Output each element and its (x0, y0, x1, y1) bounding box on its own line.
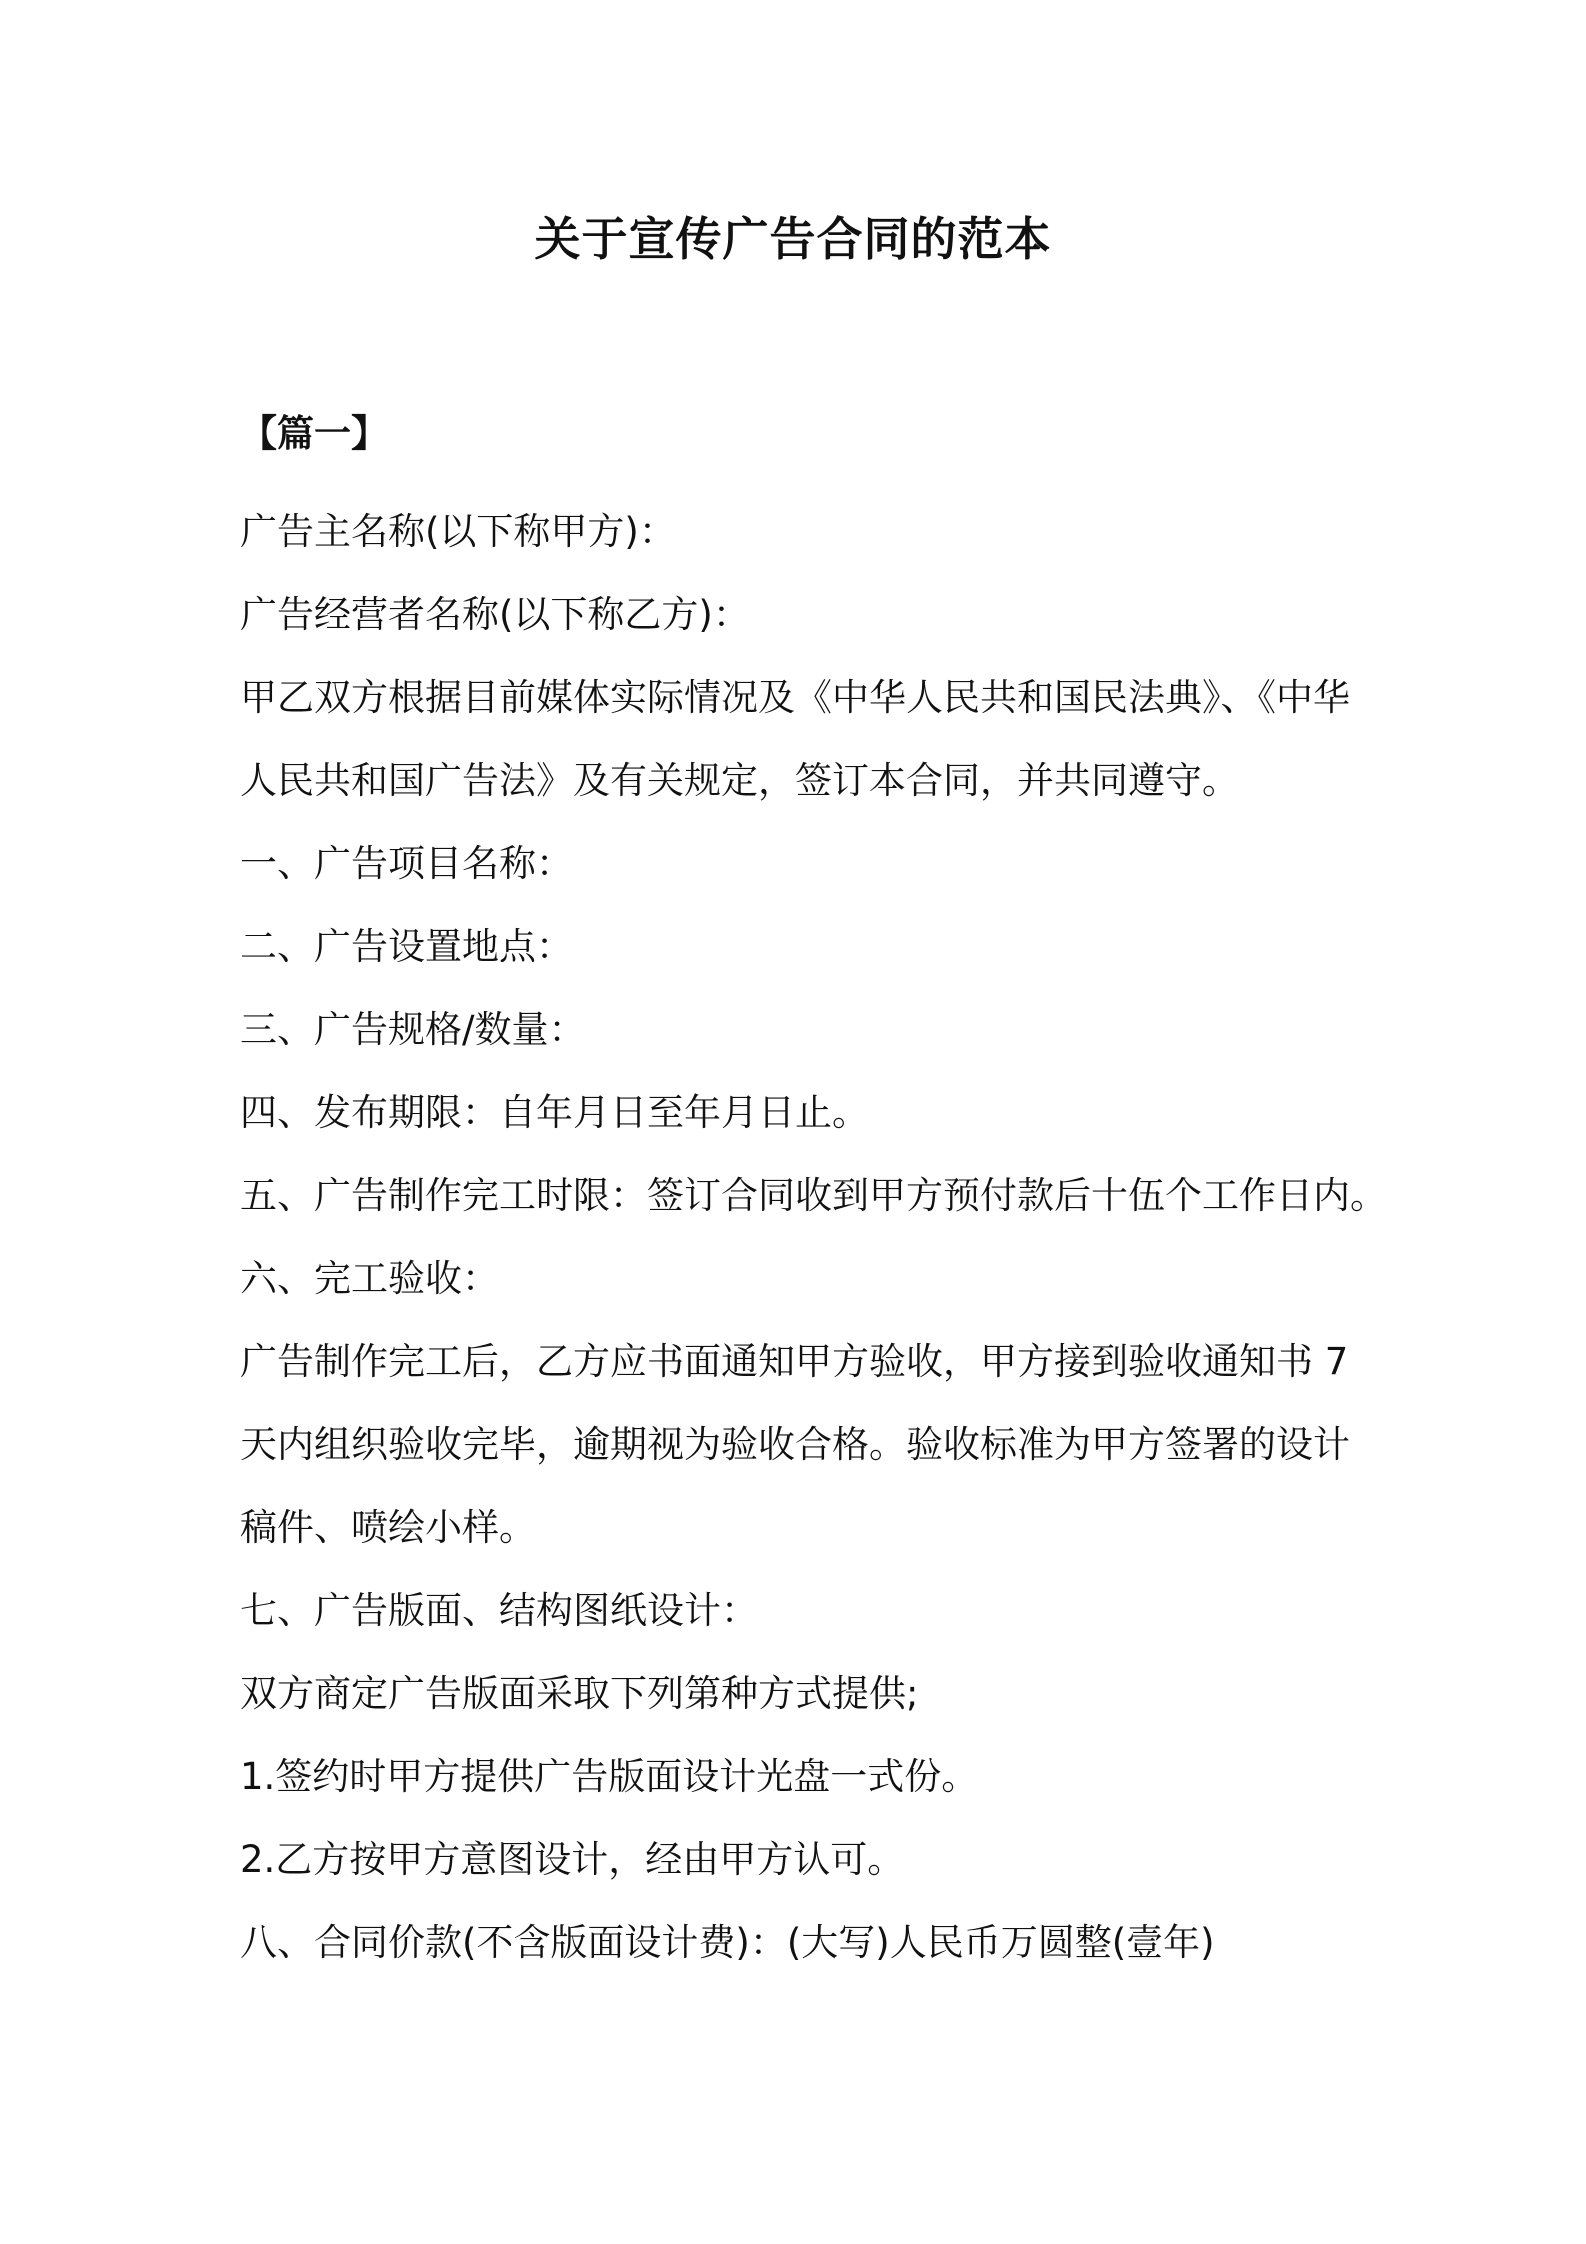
paragraph-design-option-2: 2.乙方按甲方意图设计，经由甲方认可。 (240, 1838, 905, 1881)
section-heading: 【篇一】 (240, 412, 388, 455)
paragraph-location: 二、广告设置地点： (240, 925, 573, 968)
paragraph-advertiser-name: 广告主名称(以下称甲方)： (240, 510, 676, 553)
paragraph-publish-period: 四、发布期限：自年月日至年月日止。 (240, 1091, 869, 1134)
paragraph-acceptance-terms: 广告制作完工后，乙方应书面通知甲方验收，甲方接到验收通知书 7 天内组织验收完毕，逾期视为验收合格。验收标准为甲方签署的设计稿件、喷绘小样。 (240, 1340, 1350, 1549)
paragraph-project-name: 一、广告项目名称： (240, 842, 573, 885)
paragraph-completion-deadline: 五、广告制作完工时限：签订合同收到甲方预付款后十伍个工作日内。 (240, 1174, 1387, 1217)
paragraph-design-option-1: 1.签约时甲方提供广告版面设计光盘一式份。 (240, 1755, 979, 1798)
document-title: 关于宣传广告合同的范本 (534, 212, 1052, 266)
paragraph-acceptance-heading: 六、完工验收： (240, 1257, 499, 1300)
paragraph-operator-name: 广告经营者名称(以下称乙方)： (240, 593, 750, 636)
document-body (240, 490, 1387, 1984)
paragraph-preamble: 甲乙双方根据目前媒体实际情况及《中华人民共和国民法典》、《中华人民共和国广告法》及有关规定，签订本合同，并共同遵守。 (240, 676, 1350, 802)
paragraph-spec-quantity: 三、广告规格/数量： (240, 1008, 586, 1051)
paragraph-contract-price: 八、合同价款(不含版面设计费)：(大写)人民币万圆整(壹年) (240, 1921, 1215, 1964)
paragraph-design-heading: 七、广告版面、结构图纸设计： (240, 1589, 758, 1632)
paragraph-design-method: 双方商定广告版面采取下列第种方式提供; (240, 1672, 919, 1715)
